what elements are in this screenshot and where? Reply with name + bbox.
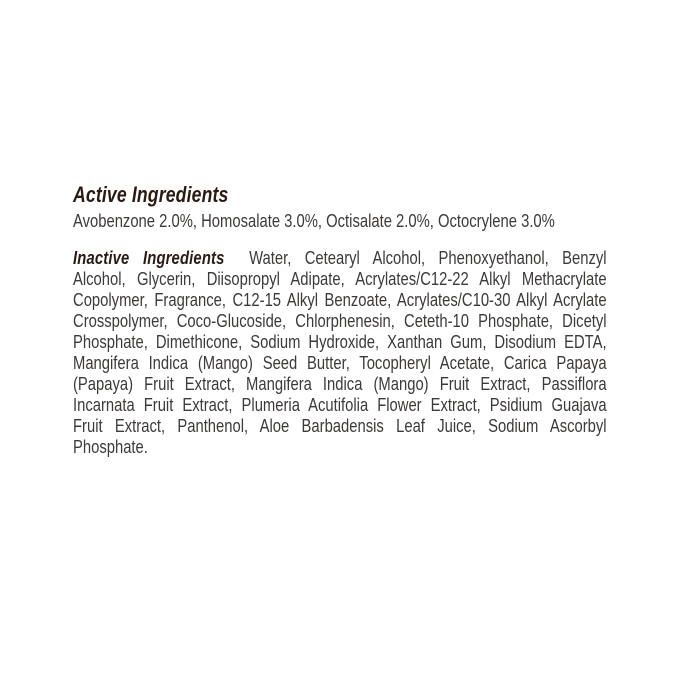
inactive-ingredients-line: Alcohol, Glycerin, Diisopropyl Adipate, Acrylates/C12-22 Alkyl Methacrylate bbox=[73, 268, 607, 289]
inactive-ingredients-line: (Papaya) Fruit Extract, Mangifera Indica (Mango) Fruit Extract, Passiflora bbox=[73, 373, 607, 394]
inactive-ingredients-line: Crosspolymer, Coco-Glucoside, Chlorphenesin, Ceteth-10 Phosphate, Dicetyl bbox=[73, 310, 607, 331]
inactive-ingredients-line: Copolymer, Fragrance, C12-15 Alkyl Benzoate, Acrylates/C10-30 Alkyl Acrylate bbox=[73, 289, 607, 310]
inactive-ingredients-line: Mangifera Indica (Mango) Seed Butter, Tocopheryl Acetate, Carica Papaya bbox=[73, 352, 607, 373]
inactive-ingredients-line: Incarnata Fruit Extract, Plumeria Acutifolia Flower Extract, Psidium Guajava bbox=[73, 394, 607, 415]
label-text-column bbox=[73, 183, 607, 457]
inactive-ingredients-heading: Inactive Ingredients bbox=[73, 247, 225, 268]
inactive-ingredients-line-text: Water, Cetearyl Alcohol, Phenoxyethanol, Benzyl bbox=[249, 247, 607, 268]
ingredients-label bbox=[73, 183, 679, 457]
inactive-ingredients-line: Phosphate. bbox=[73, 436, 148, 457]
inactive-ingredients-line bbox=[73, 247, 607, 268]
inactive-ingredients-paragraph bbox=[73, 247, 607, 457]
inactive-ingredients-line: Phosphate, Dimethicone, Sodium Hydroxide, Xanthan Gum, Disodium EDTA, bbox=[73, 331, 607, 352]
inactive-ingredients-line: Fruit Extract, Panthenol, Aloe Barbadensis Leaf Juice, Sodium Ascorbyl bbox=[73, 415, 607, 436]
active-ingredients-heading: Active Ingredients bbox=[73, 182, 229, 207]
active-ingredients-text: Avobenzone 2.0%, Homosalate 3.0%, Octisalate 2.0%, Octocrylene 3.0% bbox=[73, 210, 555, 231]
